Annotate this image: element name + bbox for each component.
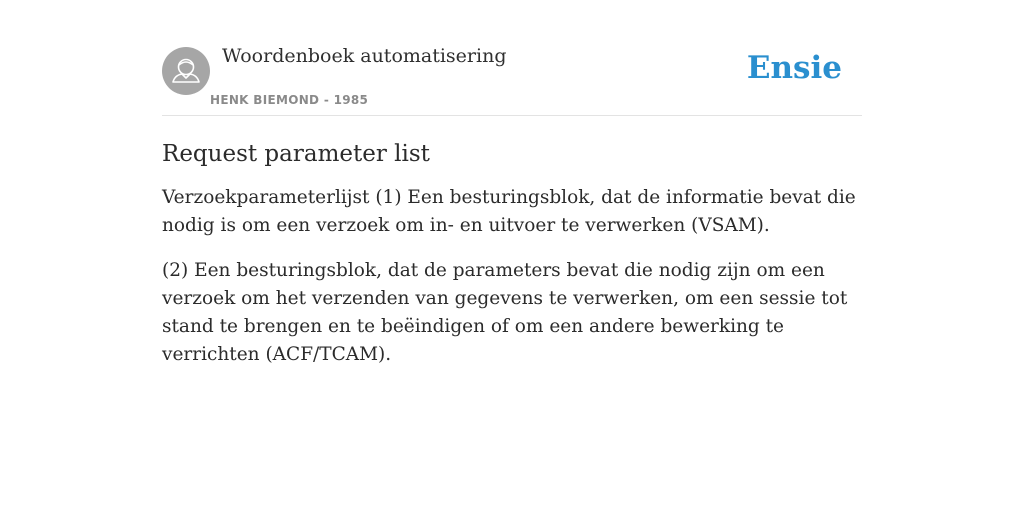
book-title[interactable]: Woordenboek automatisering: [222, 45, 507, 67]
author-avatar[interactable]: [162, 47, 210, 95]
entry-header: [162, 0, 862, 116]
brand-logo[interactable]: Ensie: [746, 50, 842, 86]
entry-card: [162, 0, 862, 369]
entry-term: Request parameter list: [162, 141, 430, 167]
definition-paragraph-2: (2) Een besturingsblok, dat de parameters bevat die nodig zijn om een verzoek om het verzenden van gegevens te verwerken, om een sessie tot stand te brengen en te beëindigen of om een andere bewerking te verrichten (ACF/TCAM).: [162, 260, 848, 365]
author-name[interactable]: HENK BIEMOND: [210, 93, 320, 107]
publication-year: 1985: [333, 93, 369, 107]
author-byline: [210, 93, 368, 107]
byline-separator: -: [323, 93, 330, 107]
user-icon: [162, 47, 210, 95]
definition-paragraph-1: Verzoekparameterlijst (1) Een besturingsblok, dat de informatie bevat die nodig is om een verzoek om in- en uitvoer te verwerken (VSAM).: [162, 187, 856, 236]
